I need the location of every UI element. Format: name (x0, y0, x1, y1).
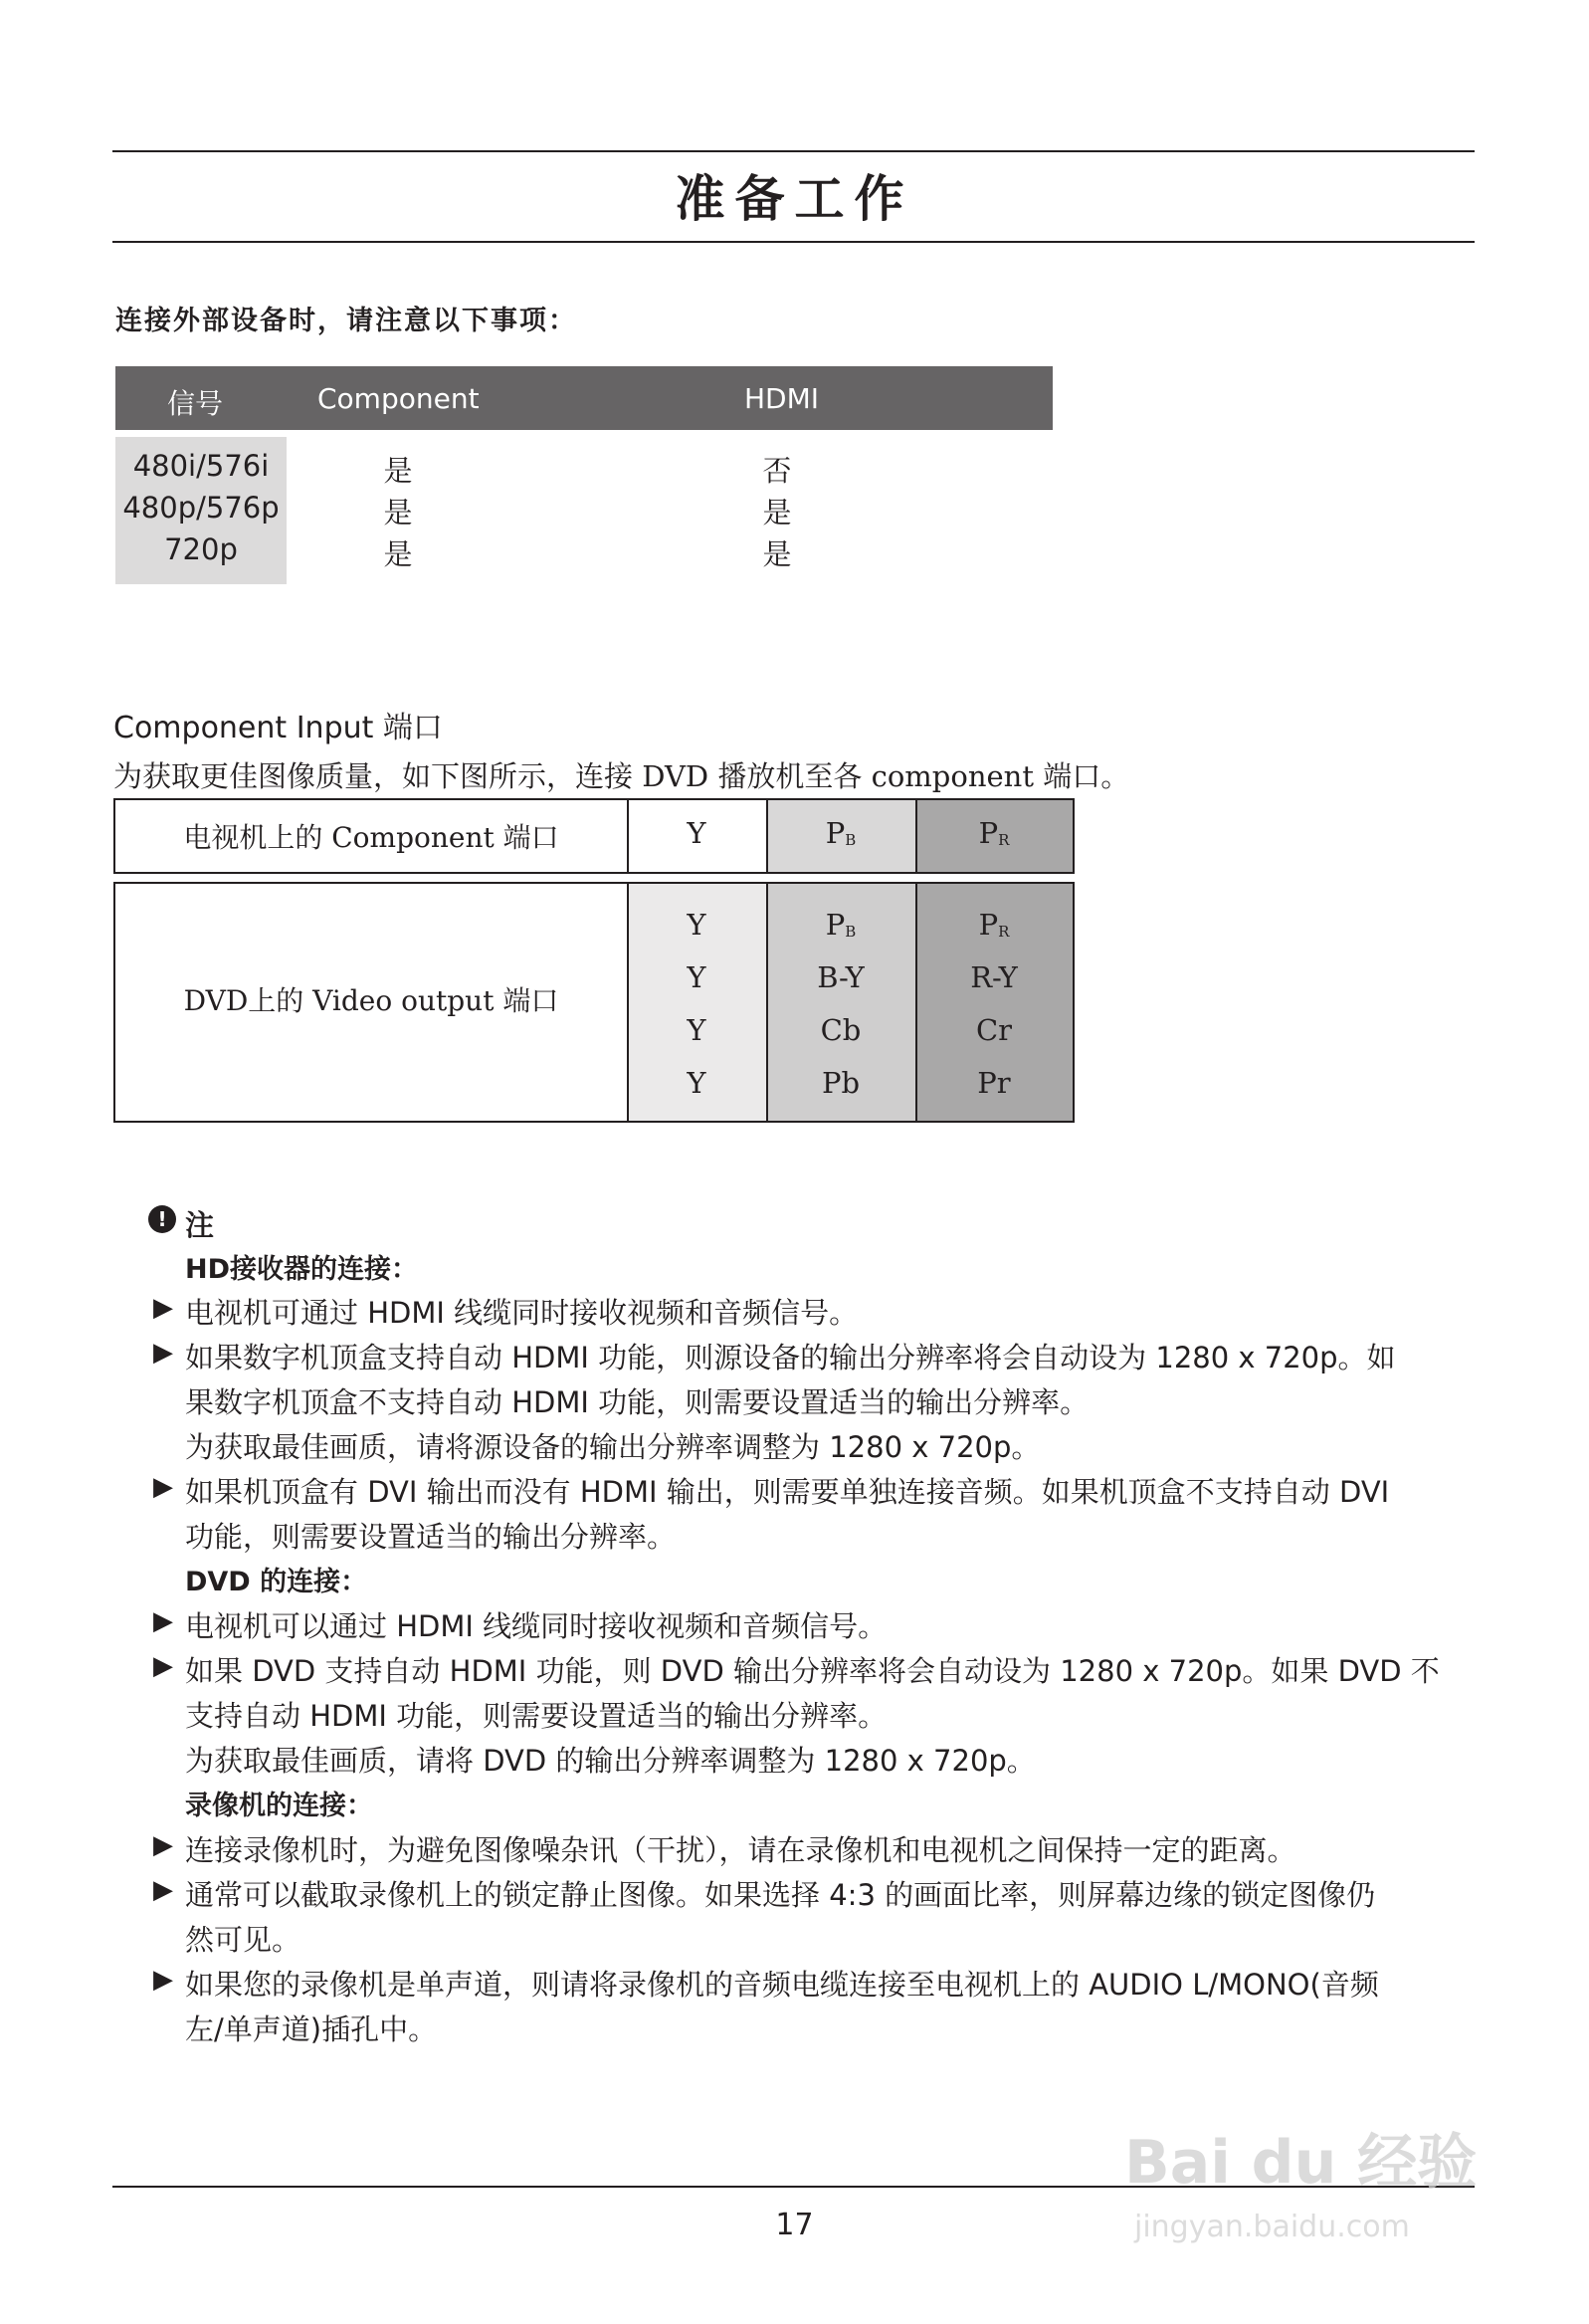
signal-value: 720p (164, 532, 238, 566)
dvd-y-value: Y (687, 1066, 706, 1100)
component-value: 是 (383, 496, 413, 529)
bullet-arrow-icon: ▶ (153, 1830, 173, 1860)
note-item: 左/单声道)插孔中。 (185, 2012, 438, 2046)
watermark-logo: Bai du 经验 (1124, 2128, 1478, 2198)
bullet-arrow-icon: ▶ (153, 1293, 173, 1323)
dvd-pb-value: B-Y (817, 960, 865, 994)
hdmi-value: 否 (762, 454, 792, 488)
dvd-pr-value: $P_R$ (978, 908, 1010, 942)
dvd-pr-value: Cr (975, 1013, 1013, 1047)
bullet-arrow-icon: ▶ (153, 1965, 173, 1995)
signal-value: 480p/576p (122, 491, 280, 525)
note-item: 为获取最佳画质，请将源设备的输出分辨率调整为 1280 x 720p。 (185, 1430, 1041, 1464)
header-component: Component (317, 382, 480, 415)
notes-heading: 注 (185, 1208, 215, 1242)
bullet-arrow-icon: ▶ (153, 1338, 173, 1368)
note-item: 功能，则需要设置适当的输出分辨率。 (185, 1520, 677, 1554)
page-title: 准备工作 (675, 170, 914, 228)
note-item: 如果您的录像机是单声道，则请将录像机的音频电缆连接至电视机上的 AUDIO L/MONO(音频 (185, 1968, 1379, 2002)
tv-port-y: Y (687, 816, 706, 850)
dvd-pb-value: $P_B$ (825, 908, 857, 942)
dvd-y-value: Y (687, 908, 706, 942)
dvd-pb-value: Pb (821, 1066, 861, 1100)
note-item: 如果 DVD 支持自动 HDMI 功能，则 DVD 输出分辨率将会自动设为 1280 x 720p。如果 DVD 不 (185, 1654, 1440, 1688)
note-item: 然可见。 (185, 1923, 301, 1957)
signal-value: 480i/576i (132, 449, 270, 483)
component-value: 是 (383, 454, 413, 488)
intro-text: 连接外部设备时，请注意以下事项： (115, 306, 577, 336)
vcr-heading: 录像机的连接： (185, 1791, 373, 1821)
note-item: 如果机顶盒有 DVI 输出而没有 HDMI 输出，则需要单独连接音频。如果机顶盒不支持自动 DVI (185, 1475, 1390, 1509)
warning-icon: ! (148, 1205, 176, 1233)
note-item: 通常可以截取录像机上的锁定静止图像。如果选择 4:3 的画面比率，则屏幕边缘的锁定图像仍 (185, 1878, 1376, 1912)
top-rule (112, 150, 1475, 152)
dvd-pr-value: Pr (977, 1066, 1011, 1100)
dvd-pb-value: Cb (820, 1013, 862, 1047)
note-item: 连接录像机时，为避免图像噪杂讯（干扰），请在录像机和电视机之间保持一定的距离。 (185, 1833, 1296, 1867)
note-item: 果数字机顶盒不支持自动 HDMI 功能，则需要设置适当的输出分辨率。 (185, 1385, 1090, 1419)
note-item: 支持自动 HDMI 功能，则需要设置适当的输出分辨率。 (185, 1699, 888, 1733)
hdmi-value: 是 (762, 496, 792, 529)
component-section-title: Component Input 端口 (113, 711, 443, 745)
dvd-y-value: Y (687, 960, 706, 994)
bullet-arrow-icon: ▶ (153, 1651, 173, 1681)
note-item: 如果数字机顶盒支持自动 HDMI 功能，则源设备的输出分辨率将会自动设为 1280 x 720p。如 (185, 1341, 1396, 1374)
hdmi-value: 是 (762, 537, 792, 571)
note-item: 电视机可通过 HDMI 线缆同时接收视频和音频信号。 (185, 1296, 859, 1330)
component-value: 是 (383, 537, 413, 571)
dvd-heading: DVD 的连接： (185, 1567, 368, 1597)
header-signal: 信号 (167, 387, 224, 420)
tv-row-label: 电视机上的 Component 端口 (183, 821, 559, 854)
dvd-y-value: Y (687, 1013, 706, 1047)
page-number: 17 (775, 2208, 814, 2242)
dvd-row-label: DVD上的 Video output 端口 (183, 984, 559, 1017)
bullet-arrow-icon: ▶ (153, 1606, 173, 1636)
signal-table-header (115, 366, 1053, 430)
dvd-pr-value: R-Y (970, 960, 1018, 994)
tv-port-pr: $P_R$ (978, 816, 1010, 850)
note-item: 电视机可以通过 HDMI 线缆同时接收视频和音频信号。 (185, 1609, 888, 1643)
hd-heading: HD接收器的连接： (185, 1254, 419, 1285)
component-section-description: 为获取更佳图像质量，如下图所示，连接 DVD 播放机至各 component 端口。 (113, 759, 1130, 793)
header-hdmi: HDMI (744, 382, 820, 415)
tv-port-pb: $P_B$ (825, 816, 857, 850)
title-underline (112, 241, 1475, 243)
bullet-arrow-icon: ▶ (153, 1875, 173, 1905)
bullet-arrow-icon: ▶ (153, 1472, 173, 1502)
note-item: 为获取最佳画质，请将 DVD 的输出分辨率调整为 1280 x 720p。 (185, 1744, 1036, 1778)
watermark-url: jingyan.baidu.com (1134, 2210, 1410, 2244)
